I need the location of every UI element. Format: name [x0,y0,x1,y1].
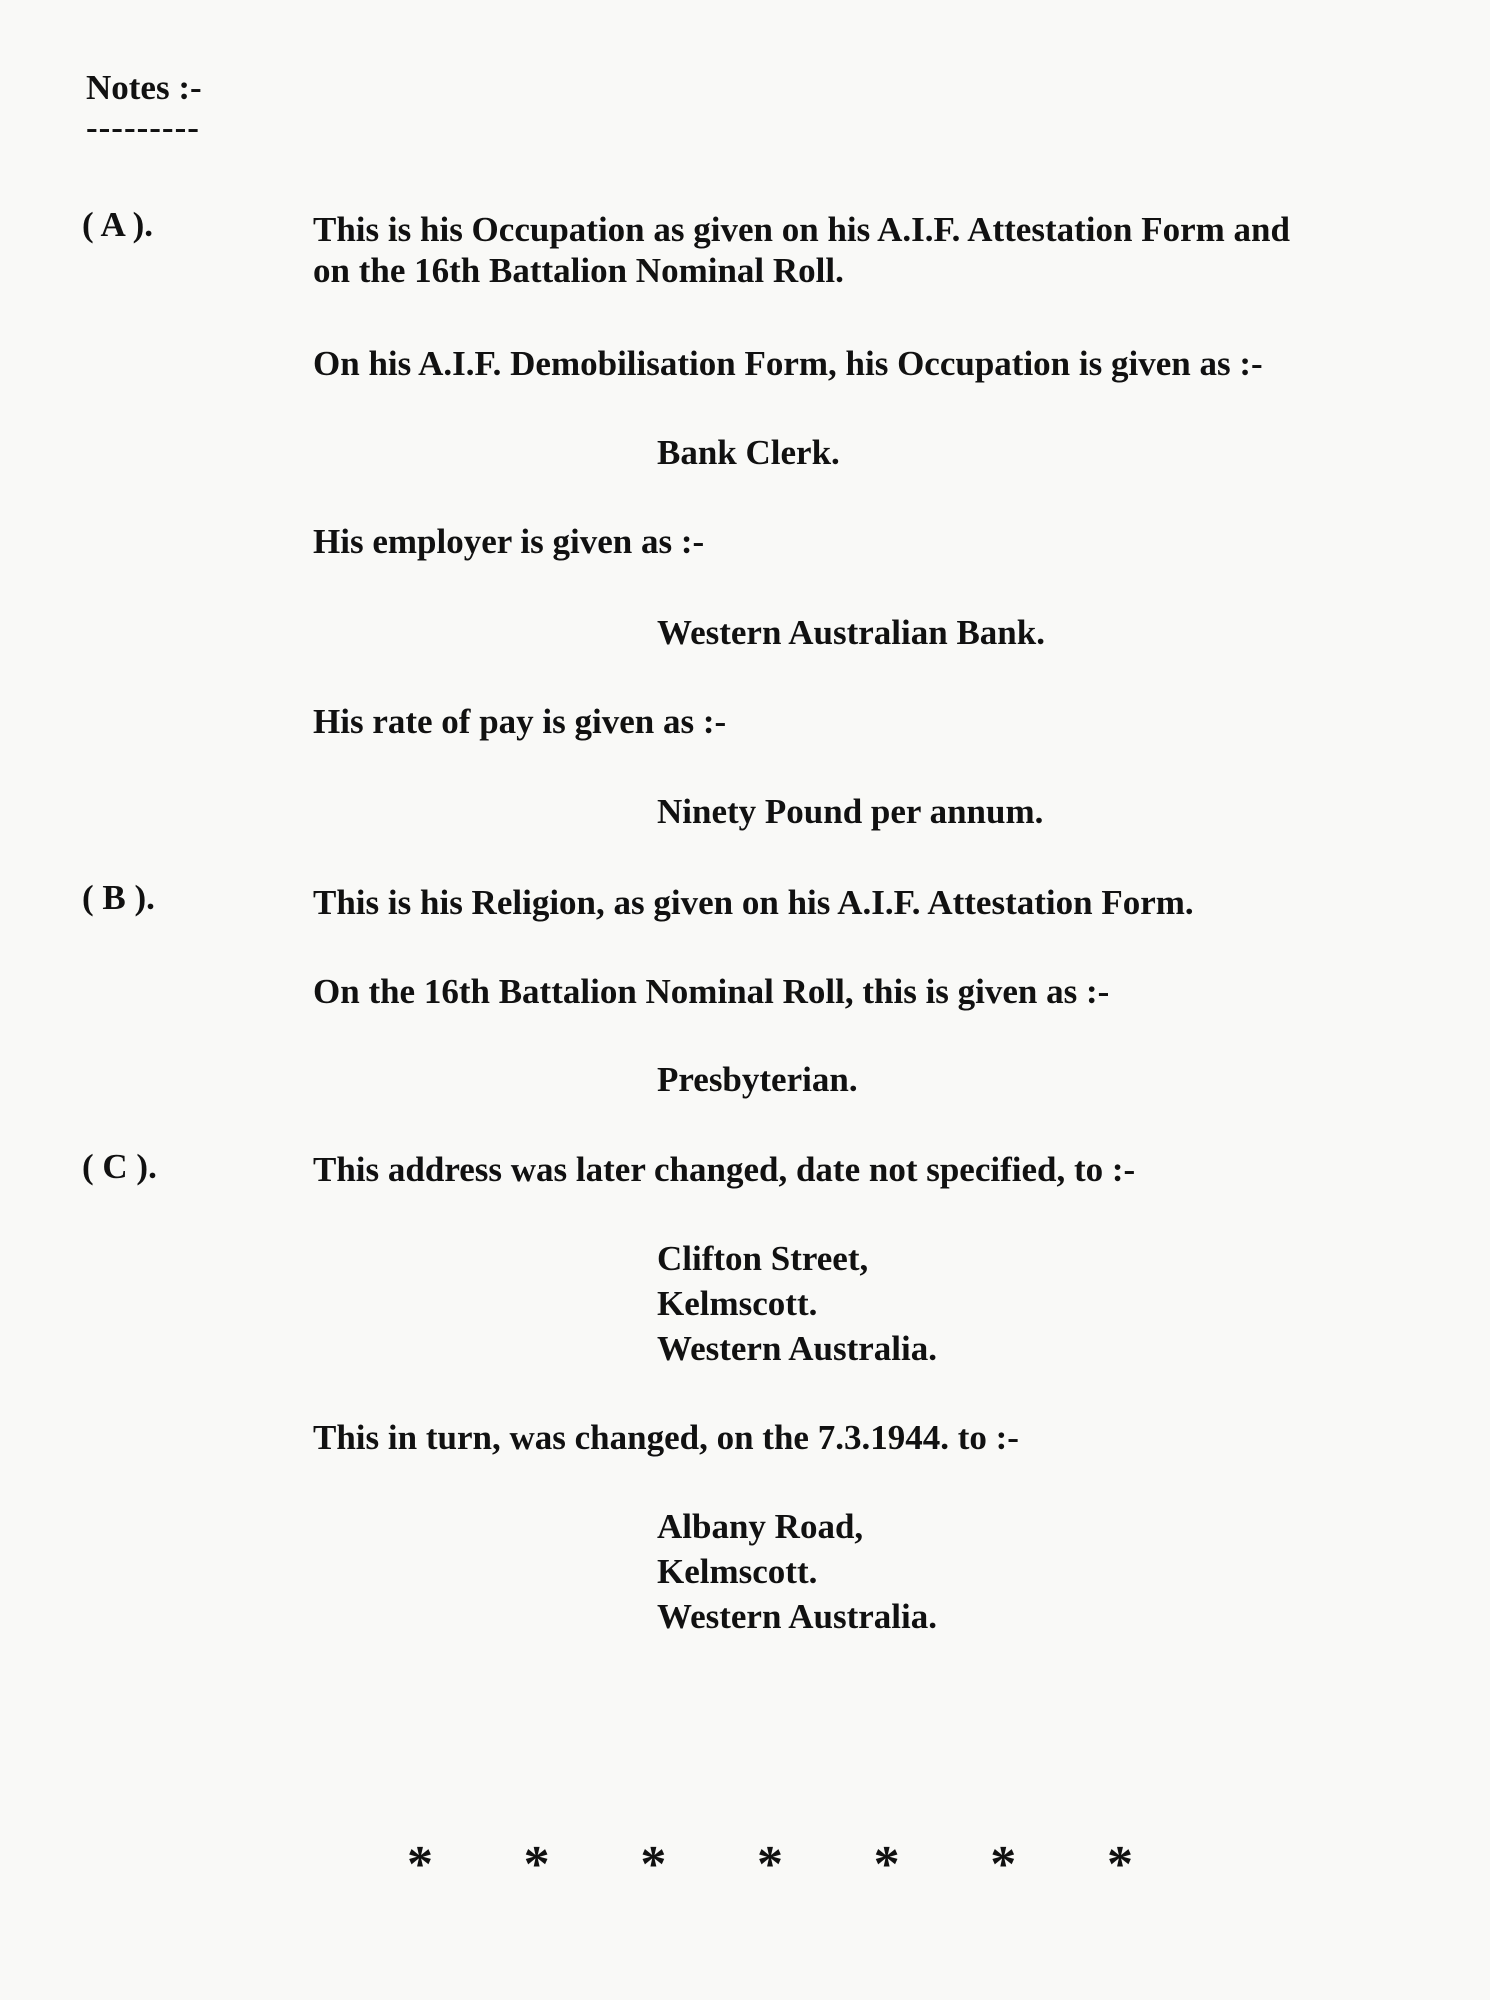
star-mark: * [873,1836,900,1893]
note-b-label: ( B ). [82,878,155,917]
note-c-address1-line: Western Australia. [657,1329,937,1368]
note-c-address1-line: Kelmscott. [657,1284,818,1323]
note-b-roll: On the 16th Battalion Nominal Roll, this is given as :- [313,972,1110,1011]
note-a-line2: on the 16th Battalion Nominal Roll. [313,251,844,290]
note-b-line1: This is his Religion, as given on his A.I.F. Attestation Form. [313,883,1194,922]
star-mark: * [640,1836,667,1893]
star-mark: * [756,1836,783,1893]
note-c-address2-line: Western Australia. [657,1597,937,1636]
footer-stars [400,1835,1140,1895]
note-a-pay-intro: His rate of pay is given as :- [313,702,727,741]
note-a-employer-intro: His employer is given as :- [313,522,705,561]
note-a-occupation: Bank Clerk. [657,433,840,472]
star-mark: * [407,1836,433,1893]
note-c-address1-line: Clifton Street, [657,1239,869,1278]
notes-heading: Notes :- [86,68,202,107]
note-a-line1: This is his Occupation as given on his A.I.F. Attestation Form and [313,210,1290,249]
star-mark: * [990,1836,1017,1893]
note-a-pay: Ninety Pound per annum. [657,792,1044,831]
notes-underline: --------- [86,108,200,147]
note-b-religion: Presbyterian. [657,1060,858,1099]
star-mark: * [523,1836,550,1893]
note-c-address2-line: Kelmscott. [657,1552,818,1591]
note-c-address2-line: Albany Road, [657,1507,864,1546]
note-a-demob: On his A.I.F. Demobilisation Form, his Occupation is given as :- [313,344,1263,383]
note-a-label: ( A ). [82,205,153,244]
note-a-employer: Western Australian Bank. [657,613,1045,652]
note-c-line2: This in turn, was changed, on the 7.3.1944. to :- [313,1418,1019,1457]
star-mark: * [1106,1836,1133,1893]
note-c-label: ( C ). [82,1147,157,1186]
note-c-line1: This address was later changed, date not specified, to :- [313,1150,1136,1189]
